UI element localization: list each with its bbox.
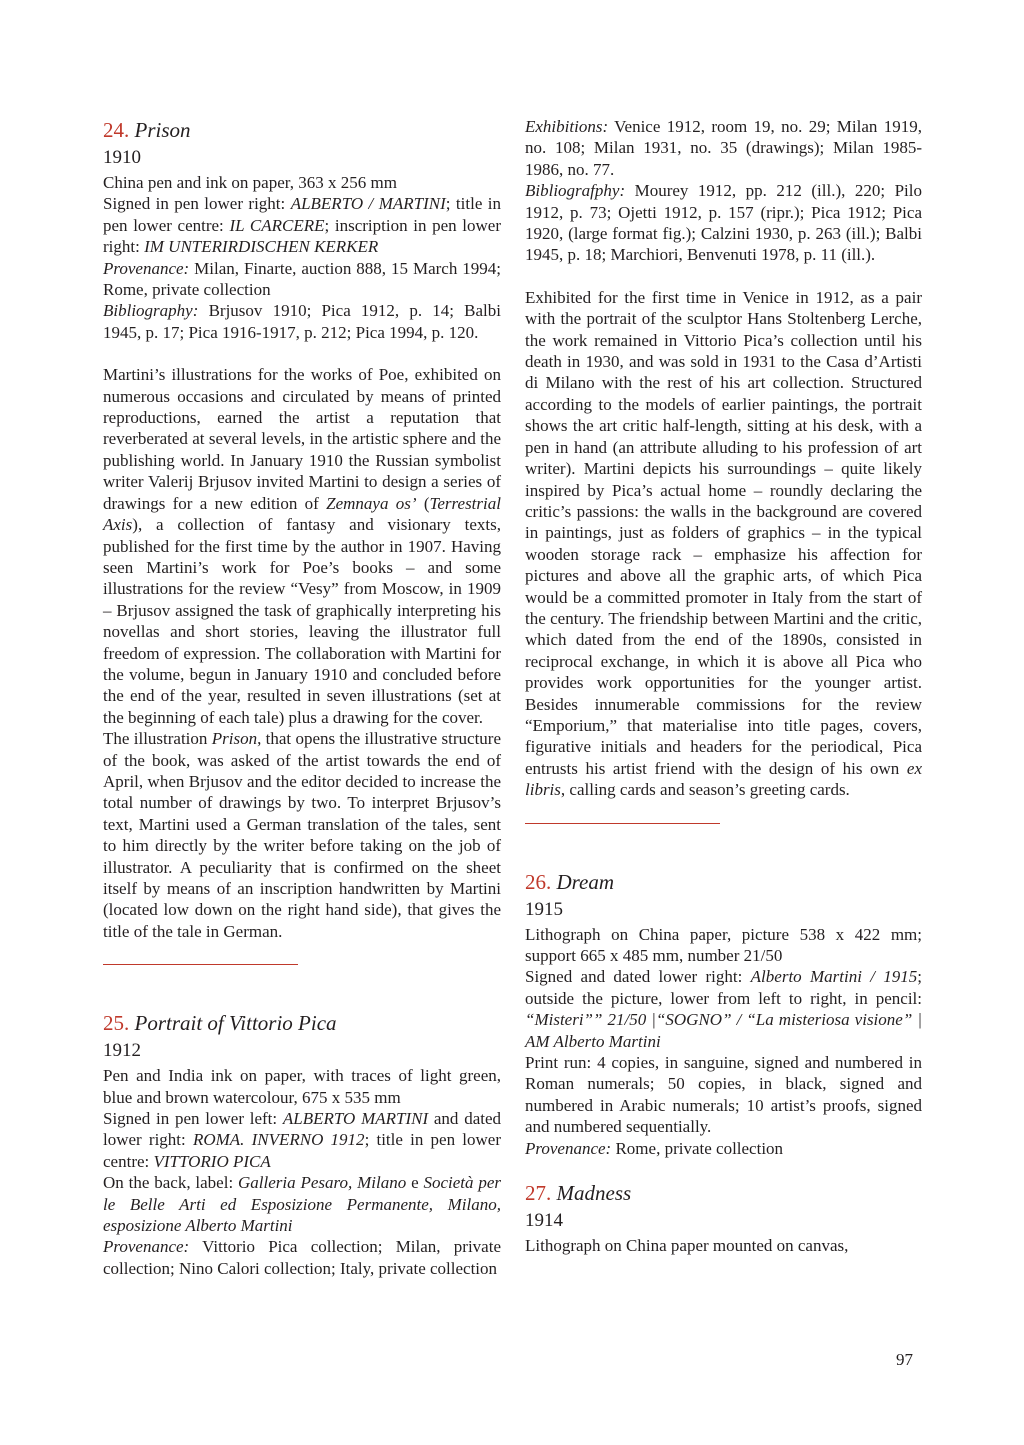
entry-24-heading <box>103 116 501 144</box>
entry-24-essay <box>103 364 501 942</box>
entry-bibliography: Bibliografphy: Mourey 1912, pp. 212 (ill.), 220; Pilo 1912, p. 73; Ojetti 1912, p. 157 (ripr.); Pica 1912; Pica 1920, (large format fig.); Calzini 1930, p. 263 (ill.); Balbi 1945, p. 18; Marchiori, Benvenuti 1978, p. 11 (ill.). <box>525 181 922 265</box>
left-column <box>103 116 501 1279</box>
entry-title: Dream <box>556 869 615 894</box>
entry-25-essay <box>525 287 922 801</box>
entry-medium: Lithograph on China paper, picture 538 x 422 mm; support 665 x 485 mm, number 21/50 <box>525 924 922 965</box>
entry-number: 24. <box>103 118 130 142</box>
entry-signature: Signed in pen lower right: ALBERTO / MARTINI; title in pen lower centre: IL CARCERE; inscription in pen lower right: IM UNTERIRDISCHEN KERKER <box>103 194 502 257</box>
entry-27-heading <box>525 1179 922 1207</box>
right-column <box>525 116 922 1256</box>
entry-title: Madness <box>556 1181 632 1206</box>
entry-title: Prison <box>134 118 191 142</box>
essay-paragraph: The illustration Prison, that opens the illustrative structure of the book, was asked of the artist towards the end of April, when Brjusov and the editor decided to increase the total number of drawings by two. To interpret Brjusov’s text, Martini used a German translation of the tales, sent to him directly by the writer before taking on the job of illustrator. A peculiarity that is confirmed on the sheet itself by means of an inscription handwritten by Martini (located low down on the right hand side), that gives the title of the tale in German. <box>103 729 502 941</box>
entry-number: 25. <box>103 1011 130 1036</box>
entry-medium: China pen and ink on paper, 363 x 256 mm <box>103 173 397 192</box>
entry-provenance: Provenance: Vittorio Pica collection; Milan, private collection; Nino Calori collection; Italy, private collection <box>103 1237 501 1278</box>
essay-paragraph: Exhibited for the first time in Venice in 1912, as a pair with the portrait of the sculptor Hans Stoltenberg Lerche, the work remained in Vittorio Pica’s collection until his death in 1930, and was sold in 1931 to the Casa d’Artisti di Milano with the rest of his art collection. Structured according to the models of earlier paintings, the portrait shows the art critic half-length, sitting at his desk, with a pen in hand (an attribute alluding to his profession of art writer). Martini depicts his surroundings – quite likely inspired by Pica’s actual home – roundly declaring the critic’s passions: the walls in the background are covered in paintings, just as folders of graphics – in the typical wooden storage rack – emphasize his affection for pictures and above all the graphic arts, of which Pica would be a committed promoter in Italy from the start of the century. The friendship between Martini and the critic, which dated from the end of the 1890s, consisted in reciprocal exchange, in which it is above all Pica who provides work opportunities for the younger artist. Besides innumerable commissions for the review “Emporium,” that materialise into title pages, covers, figurative initials and headers for the periodical, Pica entrusts his artist friend with the design of his own ex libris, calling cards and season’s greeting cards. <box>525 287 922 800</box>
entry-signature: Signed and dated lower right: Alberto Martini / 1915; outside the picture, lower from left to right, in pencil: “Misteri”” 21/50 |“SOGNO” / “La misteriosa visione” | AM Alberto Martini <box>525 967 922 1051</box>
entry-provenance: Provenance: Rome, private collection <box>525 1138 784 1158</box>
entry-25-heading <box>103 1009 501 1037</box>
entry-year: 1912 <box>103 1040 141 1062</box>
page-number: 97 <box>896 1350 913 1369</box>
entry-year: 1910 <box>103 147 141 168</box>
entry-year: 1914 <box>525 1210 563 1232</box>
entry-title: Portrait of Vittorio Pica <box>134 1011 337 1036</box>
entry-26-heading <box>525 868 922 896</box>
entry-provenance: Provenance: Milan, Finarte, auction 888, 15 March 1994; Rome, private collection <box>103 258 501 300</box>
entry-back-label: On the back, label: Galleria Pesaro, Milano e Società per le Belle Arti ed Esposizione Permanente, Milano, esposizione Alberto Martini <box>103 1173 501 1236</box>
entry-medium: Lithograph on China paper mounted on canvas, <box>525 1236 849 1256</box>
entry-medium: Pen and India ink on paper, with traces of light green, blue and brown watercolour, 675 x 535 mm <box>103 1066 501 1107</box>
entry-bibliography: Bibliography: Brjusov 1910; Pica 1912, p. 14; Balbi 1945, p. 17; Pica 1916-1917, p. 212; Pica 1994, p. 120. <box>103 301 501 342</box>
entry-print-run: Print run: 4 copies, in sanguine, signed and numbered in Roman numerals; 50 copies, in black, signed and numbered in Arabic numerals; 10 artist’s proofs, signed and numbered sequentially. <box>525 1053 922 1137</box>
entry-number: 26. <box>525 869 552 894</box>
essay-paragraph: Martini’s illustrations for the works of Poe, exhibited on numerous occasions and circulated by means of printed reproductions, earned the artist a reputation that reverberated at several levels, in the artistic sphere and the publishing world. In January 1910 the Russian symbolist writer Valerij Brjusov invited Martini to design a series of drawings for a new edition of Zemnaya os’ (Terrestrial Axis), a collection of fantasy and visionary texts, published for the first time by the author in 1907. Having seen Martini’s work for Poe’s books – and some illustrations for the review “Vesy” from Moscow, in 1909 – Brjusov assigned the task of graphically interpreting his novellas and short stories, leaving the illustrator full freedom of expression. The collaboration with Martini for the volume, begun in January 1910 and concluded before the end of the year, resulted in seven illustrations (set at the beginning of each tale) plus a drawing for the cover. <box>103 365 501 727</box>
entry-year: 1915 <box>525 898 563 920</box>
entry-exhibitions: Exhibitions: Venice 1912, room 19, no. 29; Milan 1919, no. 108; Milan 1931, no. 35 (drawings); Milan 1985-1986, no. 77. <box>525 117 922 179</box>
entry-number: 27. <box>525 1181 552 1206</box>
entry-signature: Signed in pen lower left: ALBERTO MARTINI and dated lower right: ROMA. INVERNO 1912; title in pen lower centre: VITTORIO PICA <box>103 1109 502 1171</box>
